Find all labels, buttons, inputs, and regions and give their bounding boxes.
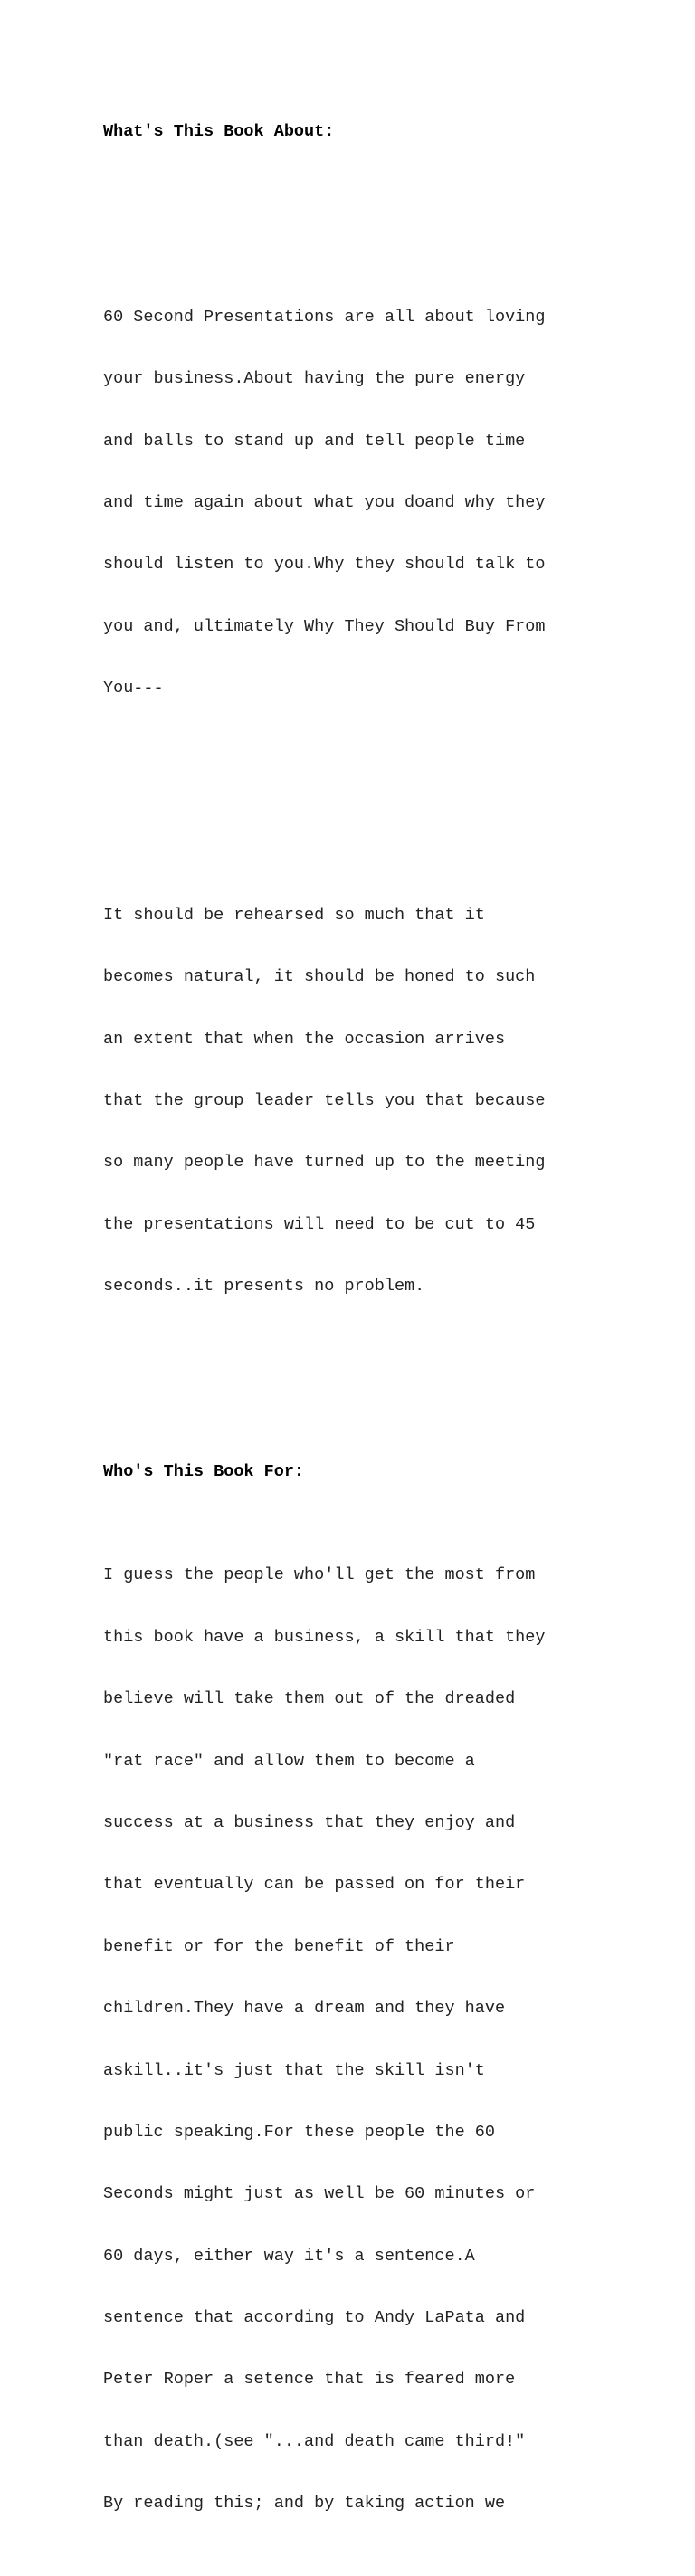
text-line: and time again about what you doand why they [103, 492, 546, 512]
text-line: 60 days, either way it's a sentence.A [103, 2246, 475, 2266]
text-line: "rat race" and allow them to become a [103, 1751, 475, 1771]
text-line: that eventually can be passed on for their [103, 1875, 526, 1895]
paragraph-about-1 [103, 266, 610, 740]
paragraph-about-2 [103, 864, 610, 1338]
text-line: success at a business that they enjoy and [103, 1812, 516, 1832]
text-line: 60 Second Presentations are all about loving [103, 307, 546, 327]
text-line: believe will take them out of the dreaded [103, 1689, 516, 1709]
text-line: and balls to stand up and tell people time [103, 431, 526, 451]
text-line: I guess the people who'll get the most from [103, 1565, 536, 1585]
section-heading-about: What's This Book About: [103, 121, 335, 141]
section-heading-audience: Who's This Book For: [103, 1462, 305, 1482]
spacer [103, 184, 610, 204]
text-line: benefit or for the benefit of their [103, 1936, 455, 1956]
spacer [103, 782, 610, 803]
text-line: Peter Roper a setence that is feared more [103, 2370, 516, 2390]
text-line: sentence that according to Andy LaPata and [103, 2308, 526, 2328]
text-line: your business.About having the pure energy [103, 369, 526, 389]
text-line: Seconds might just as well be 60 minutes or [103, 2184, 536, 2204]
document-page [103, 81, 610, 2576]
text-line: you and, ultimately Why They Should Buy From [103, 616, 546, 636]
text-line: It should be rehearsed so much that it [103, 905, 485, 925]
text-line: By reading this; and by taking action we [103, 2494, 506, 2514]
text-line: than death.(see "...and death came third!" [103, 2431, 526, 2451]
text-line: becomes natural, it should be honed to such [103, 967, 536, 987]
text-line: so many people have turned up to the meeting [103, 1153, 546, 1173]
text-line: an extent that when the occasion arrives [103, 1029, 506, 1049]
text-line: this book have a business, a skill that they [103, 1627, 546, 1647]
text-line: the presentations will need to be cut to 45 [103, 1214, 536, 1234]
text-line: that the group leader tells you that because [103, 1091, 546, 1111]
text-line: seconds..it presents no problem. [103, 1277, 425, 1297]
spacer [103, 1380, 610, 1401]
text-line: should listen to you.Why they should talk to [103, 555, 546, 575]
text-line: children.They have a dream and they have [103, 1999, 506, 2019]
text-line: askill..it's just that the skill isn't [103, 2060, 485, 2080]
paragraph-audience-1 [103, 1525, 610, 2556]
text-line: You--- [103, 679, 164, 699]
text-line: public speaking.For these people the 60 [103, 2122, 495, 2142]
